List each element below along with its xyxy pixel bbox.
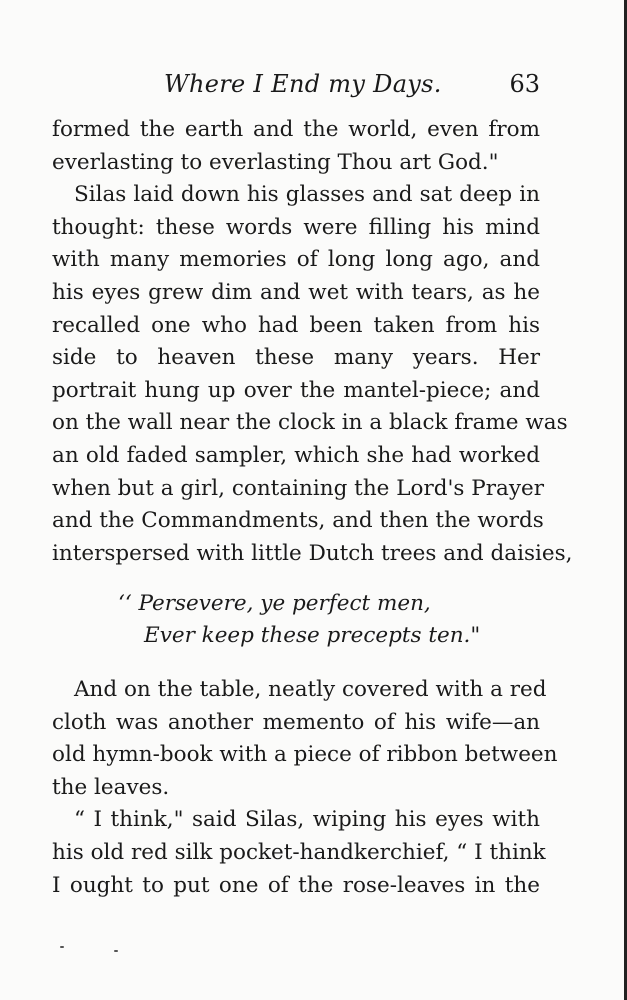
- print-specks: [60, 944, 140, 954]
- text-line: old hymn-book with a piece of ribbon between: [52, 742, 558, 768]
- text-line: formed the earth and the world, even from: [52, 117, 540, 142]
- text-line: the leaves.: [52, 774, 170, 800]
- sampler-verse: [118, 588, 481, 652]
- text-line: interspersed with little Dutch trees and daisies,: [52, 540, 573, 566]
- verse-line: ‘‘ Persevere, ye perfect men,: [118, 591, 431, 616]
- text-line: thought: these words were filling his mind: [52, 214, 540, 240]
- page-header: [52, 70, 540, 106]
- text-line: an old faded sampler, which she had worked: [52, 442, 540, 468]
- text-line: And on the table, neatly covered with a red: [74, 677, 547, 702]
- text-line: and the Commandments, and then the words: [52, 508, 544, 534]
- text-line: I ought to put one of the rose-leaves in the: [52, 872, 540, 898]
- text-line: Silas laid down his glasses and sat deep in: [74, 182, 540, 208]
- verse-line: Ever keep these precepts ten.": [144, 623, 481, 648]
- text-line: portrait hung up over the mantel-piece; and: [52, 377, 540, 403]
- text-line: everlasting to everlasting Thou art God.": [52, 149, 499, 175]
- text-line: his eyes grew dim and wet with tears, as he: [52, 279, 540, 305]
- body-text-lower: [52, 674, 558, 902]
- body-text-upper: [52, 114, 573, 570]
- text-line: “ I think," said Silas, wiping his eyes with: [74, 807, 540, 833]
- text-line: cloth was another memento of his wife—an: [52, 709, 540, 735]
- text-line: with many memories of long long ago, and: [52, 247, 540, 273]
- text-line: when but a girl, containing the Lord's Prayer: [52, 475, 544, 501]
- text-line: on the wall near the clock in a black frame was: [52, 410, 568, 436]
- speck: [60, 946, 64, 948]
- running-title: Where I End my Days.: [164, 70, 442, 98]
- text-line: his old red silk pocket-handkerchief, “ I think: [52, 839, 546, 865]
- text-line: side to heaven these many years. Her: [52, 345, 540, 371]
- text-line: recalled one who had been taken from his: [52, 312, 540, 338]
- speck: [114, 950, 118, 952]
- page-number: 63: [509, 70, 540, 98]
